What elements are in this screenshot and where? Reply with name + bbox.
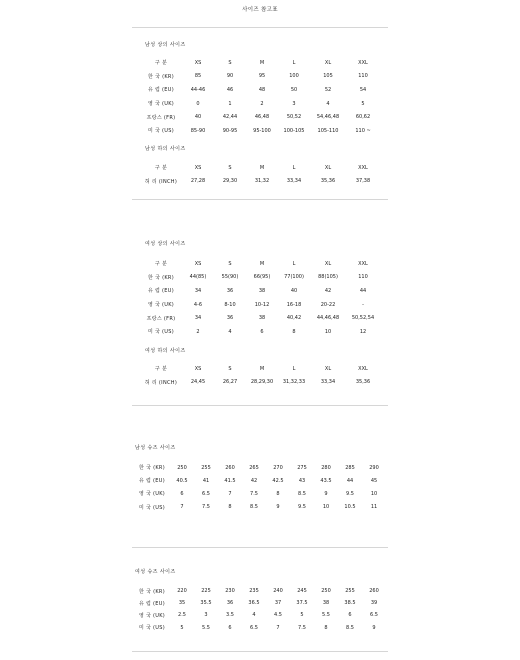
size-cell: 38.5	[344, 600, 356, 607]
size-cell: 39	[370, 600, 378, 607]
size-cell: 4	[228, 328, 232, 335]
size-cell: 2	[260, 100, 264, 107]
size-cell: 3	[204, 612, 208, 619]
size-cell: 8.5	[346, 624, 354, 631]
size-cell: S	[228, 164, 232, 171]
size-cell: 24,45	[190, 379, 206, 386]
table-row	[140, 161, 380, 175]
row-label: 미 국 (US)	[148, 329, 174, 336]
size-cell: M	[259, 59, 265, 66]
divider	[132, 547, 388, 548]
row-label: 영 국 (UK)	[147, 302, 175, 309]
size-cell: 9.5	[346, 490, 354, 497]
size-cell: 105	[323, 73, 333, 80]
size-cell: 42	[324, 287, 332, 294]
size-cell: 20-22	[320, 301, 336, 308]
size-cell: 3.5	[226, 612, 234, 619]
size-cell: 4-6	[193, 301, 203, 308]
size-cell: 5	[361, 100, 365, 107]
table-row	[134, 622, 386, 634]
page-title: 사이즈 참고표	[242, 7, 278, 13]
row-label: 영 국 (UK)	[147, 101, 175, 108]
size-cell: 95	[258, 73, 266, 80]
size-cell: 110	[358, 73, 368, 80]
size-cell: 37	[274, 600, 282, 607]
size-cell: 4	[326, 100, 330, 107]
size-cell: 46	[226, 86, 234, 93]
table-row	[134, 585, 386, 597]
size-cell: XXL	[358, 59, 368, 66]
row-label: 한 국 (KR)	[148, 274, 174, 281]
size-cell: 4	[252, 612, 256, 619]
size-cell: L	[292, 164, 296, 171]
table-row	[140, 311, 380, 325]
size-cell: 6.5	[250, 624, 258, 631]
table-row	[134, 461, 386, 474]
size-cell: 260	[369, 588, 379, 595]
size-cell: 255	[345, 588, 355, 595]
size-cell: 6.5	[202, 490, 210, 497]
size-cell: 90-95	[222, 127, 238, 134]
size-cell: 7.5	[202, 504, 210, 511]
size-cell: 16-18	[286, 301, 302, 308]
row-label: 영 국 (UK)	[138, 491, 166, 498]
row-label: 한 국 (KR)	[139, 588, 165, 595]
size-cell: 90	[226, 73, 234, 80]
table-row	[140, 175, 380, 189]
size-cell: 44	[359, 287, 367, 294]
section-title-womens-shoes: 여성 슈즈 사이즈	[135, 569, 176, 575]
size-cell: -	[362, 301, 364, 308]
size-cell: 36	[226, 600, 234, 607]
table-row	[140, 362, 380, 376]
size-cell: 280	[321, 464, 331, 471]
size-cell: 225	[201, 588, 211, 595]
size-cell: 44(85)	[189, 274, 207, 281]
size-cell: 36.5	[248, 600, 260, 607]
size-cell: 52	[324, 86, 332, 93]
size-cell: 5	[180, 624, 184, 631]
womens-bottoms-table	[140, 362, 380, 389]
row-label: 한 국 (KR)	[148, 73, 174, 80]
size-cell: 35,36	[320, 178, 336, 185]
size-cell: L	[292, 365, 296, 372]
size-cell: 5.5	[322, 612, 330, 619]
size-cell: 110	[358, 274, 368, 281]
row-label: 구 분	[154, 261, 168, 268]
size-cell: 95-100	[253, 127, 271, 134]
size-cell: 42.5	[272, 477, 284, 484]
size-cell: 245	[297, 588, 307, 595]
size-cell: 250	[321, 588, 331, 595]
size-cell: 9	[276, 504, 280, 511]
size-cell: 110 ~	[355, 127, 371, 134]
size-cell: 44-46	[190, 86, 206, 93]
table-row	[140, 271, 380, 285]
size-cell: XS	[194, 164, 202, 171]
size-cell: 37,38	[355, 178, 371, 185]
size-cell: 85-90	[190, 127, 206, 134]
size-cell: 27,28	[190, 178, 206, 185]
size-cell: 33,34	[320, 379, 336, 386]
size-cell: 37.5	[296, 600, 308, 607]
size-cell: 8	[276, 490, 280, 497]
row-label: 미 국 (US)	[139, 625, 165, 632]
size-cell: 6	[348, 612, 352, 619]
size-cell: 265	[249, 464, 259, 471]
size-cell: 4.5	[274, 612, 282, 619]
size-cell: 8	[324, 624, 328, 631]
section-title-mens-shoes: 남성 슈즈 사이즈	[135, 445, 176, 451]
size-cell: 3	[292, 100, 296, 107]
size-cell: 41.5	[224, 477, 236, 484]
size-cell: XS	[194, 260, 202, 267]
size-cell: 1	[228, 100, 232, 107]
size-cell: 34	[194, 315, 202, 322]
size-cell: 8.5	[298, 490, 306, 497]
size-cell: 0	[196, 100, 200, 107]
row-label: 구 분	[154, 165, 168, 172]
size-cell: S	[228, 59, 232, 66]
size-cell: XL	[324, 260, 332, 267]
size-cell: 34	[194, 287, 202, 294]
size-cell: XXL	[358, 164, 368, 171]
size-cell: 50,52	[286, 114, 302, 121]
size-cell: 275	[297, 464, 307, 471]
size-cell: 285	[345, 464, 355, 471]
size-cell: 11	[370, 504, 378, 511]
size-cell: 6	[180, 490, 184, 497]
size-cell: 50,52,54	[351, 315, 375, 322]
size-cell: 260	[225, 464, 235, 471]
size-cell: 36	[226, 315, 234, 322]
size-cell: 43	[298, 477, 306, 484]
size-cell: 38	[258, 315, 266, 322]
row-label: 유 럽 (EU)	[139, 600, 165, 607]
size-cell: 36	[226, 287, 234, 294]
row-label: 유 럽 (EU)	[148, 288, 174, 295]
table-row	[134, 597, 386, 609]
size-cell: 40.5	[176, 477, 188, 484]
row-label: 구 분	[154, 366, 168, 373]
size-cell: 7	[180, 504, 184, 511]
size-cell: 8-10	[224, 301, 236, 308]
size-cell: 45	[370, 477, 378, 484]
size-cell: XS	[194, 365, 202, 372]
size-cell: 54,46,48	[316, 114, 340, 121]
size-cell: 55(90)	[221, 274, 239, 281]
size-cell: 230	[225, 588, 235, 595]
size-cell: XL	[324, 365, 332, 372]
size-cell: 6	[228, 624, 232, 631]
table-row	[140, 124, 380, 138]
table-row	[140, 298, 380, 312]
size-cell: 31,32,33	[282, 379, 306, 386]
row-label: 영 국 (UK)	[138, 612, 166, 619]
size-cell: 5.5	[202, 624, 210, 631]
table-row	[134, 487, 386, 500]
size-cell: 255	[201, 464, 211, 471]
size-cell: 10	[370, 490, 378, 497]
size-cell: 26,27	[222, 379, 238, 386]
table-row	[140, 56, 380, 70]
table-row	[140, 83, 380, 97]
mens-tops-table	[140, 56, 380, 138]
size-cell: 5	[300, 612, 304, 619]
row-label: 허 리 (INCH)	[144, 379, 178, 386]
womens-shoes-table	[134, 585, 386, 634]
table-row	[140, 110, 380, 124]
size-cell: L	[292, 260, 296, 267]
size-cell: 290	[369, 464, 379, 471]
size-cell: 44,46,48	[316, 315, 340, 322]
size-cell: 8	[292, 328, 296, 335]
size-cell: 50	[290, 86, 298, 93]
size-cell: 33,34	[286, 178, 302, 185]
size-cell: 235	[249, 588, 259, 595]
section-title-womens-tops: 여성 상의 사이즈	[145, 241, 186, 247]
size-cell: XXL	[358, 260, 368, 267]
size-cell: 8.5	[250, 504, 258, 511]
row-label: 구 분	[154, 60, 168, 67]
size-cell: M	[259, 365, 265, 372]
size-cell: 38	[258, 287, 266, 294]
size-cell: M	[259, 164, 265, 171]
size-cell: 2.5	[178, 612, 186, 619]
row-label: 프랑스 (FR)	[146, 315, 176, 322]
row-label: 유 럽 (EU)	[139, 478, 165, 485]
row-label: 허 리 (INCH)	[144, 178, 178, 185]
size-cell: XS	[194, 59, 202, 66]
size-cell: 44	[346, 477, 354, 484]
size-cell: 10-12	[254, 301, 270, 308]
row-label: 미 국 (US)	[148, 128, 174, 135]
table-row	[140, 257, 380, 271]
size-cell: 40	[194, 114, 202, 121]
size-cell: 250	[177, 464, 187, 471]
row-label: 유 럽 (EU)	[148, 87, 174, 94]
size-cell: 7.5	[250, 490, 258, 497]
size-cell: 10.5	[344, 504, 356, 511]
size-cell: XL	[324, 164, 332, 171]
size-cell: 240	[273, 588, 283, 595]
size-cell: 35	[178, 600, 186, 607]
size-cell: XL	[324, 59, 332, 66]
size-cell: 2	[196, 328, 200, 335]
size-cell: S	[228, 260, 232, 267]
size-cell: 6.5	[370, 612, 378, 619]
table-row	[140, 97, 380, 111]
size-cell: 40	[290, 287, 298, 294]
size-cell: 46,48	[254, 114, 270, 121]
size-cell: 60,62	[355, 114, 371, 121]
size-cell: 7	[228, 490, 232, 497]
mens-bottoms-table	[140, 161, 380, 188]
size-cell: 100	[289, 73, 299, 80]
size-cell: 7.5	[298, 624, 306, 631]
section-title-womens-bottoms: 여성 하의 사이즈	[145, 348, 186, 354]
divider	[132, 651, 388, 652]
size-cell: 77(100)	[284, 274, 304, 281]
row-label: 한 국 (KR)	[139, 465, 165, 472]
size-cell: 43.5	[320, 477, 332, 484]
divider	[132, 199, 388, 200]
size-cell: S	[228, 365, 232, 372]
size-cell: L	[292, 59, 296, 66]
size-cell: 6	[260, 328, 264, 335]
size-cell: 88(105)	[318, 274, 338, 281]
table-row	[140, 325, 380, 339]
size-cell: 42,44	[222, 114, 238, 121]
size-cell: 41	[202, 477, 210, 484]
size-cell: 35.5	[200, 600, 212, 607]
size-cell: 7	[276, 624, 280, 631]
size-cell: 54	[359, 86, 367, 93]
womens-tops-table	[140, 257, 380, 339]
size-cell: 9	[324, 490, 328, 497]
size-cell: 85	[194, 73, 202, 80]
size-cell: 35,36	[355, 379, 371, 386]
size-cell: 10	[324, 328, 332, 335]
size-cell: XXL	[358, 365, 368, 372]
table-row	[140, 284, 380, 298]
size-cell: 100-105	[283, 127, 305, 134]
size-cell: 8	[228, 504, 232, 511]
table-row	[140, 70, 380, 84]
mens-shoes-table	[134, 461, 386, 514]
section-title-mens-tops: 남성 상의 사이즈	[145, 42, 186, 48]
section-title-mens-bottoms: 남성 하의 사이즈	[145, 146, 186, 152]
size-cell: 12	[359, 328, 367, 335]
size-cell: 28,29,30	[250, 379, 274, 386]
size-cell: 9.5	[298, 504, 306, 511]
size-cell: 105-110	[317, 127, 339, 134]
table-row	[140, 376, 380, 390]
size-cell: 31,32	[254, 178, 270, 185]
size-cell: M	[259, 260, 265, 267]
size-cell: 29,30	[222, 178, 238, 185]
size-cell: 10	[322, 504, 330, 511]
size-cell: 220	[177, 588, 187, 595]
row-label: 프랑스 (FR)	[146, 114, 176, 121]
size-cell: 42	[250, 477, 258, 484]
size-cell: 270	[273, 464, 283, 471]
size-cell: 9	[372, 624, 376, 631]
size-cell: 38	[322, 600, 330, 607]
size-cell: 48	[258, 86, 266, 93]
table-row	[134, 474, 386, 487]
size-cell: 40,42	[286, 315, 302, 322]
table-row	[134, 501, 386, 514]
size-cell: 66(95)	[253, 274, 271, 281]
divider	[132, 27, 388, 28]
row-label: 미 국 (US)	[139, 504, 165, 511]
table-row	[134, 609, 386, 621]
divider	[132, 405, 388, 406]
